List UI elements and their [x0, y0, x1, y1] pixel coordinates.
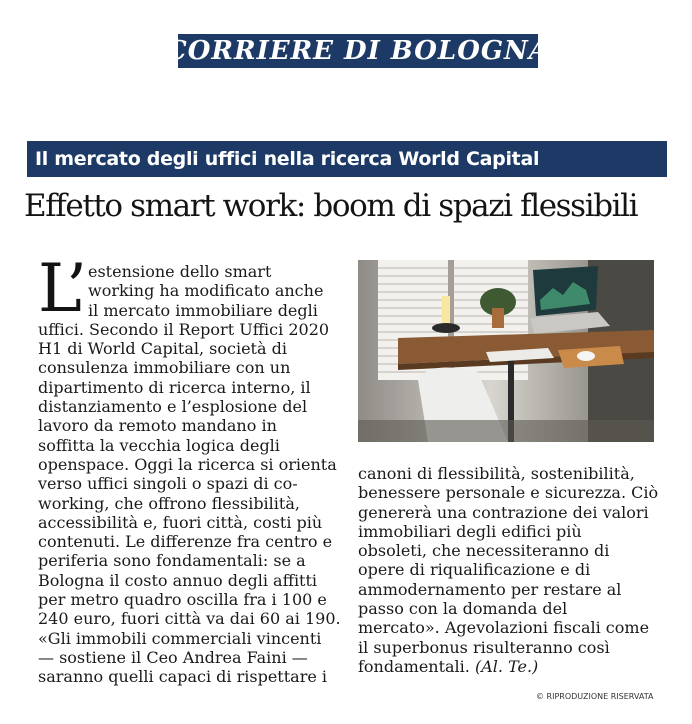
text-line: dipartimento di ricerca interno, il: [38, 377, 311, 397]
text-line: mercato». Agevolazioni fiscali come: [358, 618, 650, 638]
text-line-end: fondamentali.: [358, 656, 470, 676]
text-line: H1 di World Capital, società di: [38, 339, 287, 359]
text-line: il mercato immobiliare degli: [88, 300, 318, 320]
last-text-line: [358, 657, 658, 676]
text-line: distanziamento e l’esplosione del: [38, 397, 308, 417]
text-line: ammodernamento per restare al: [358, 579, 622, 599]
text-line: saranno quelli capaci di rispettare i: [38, 667, 328, 687]
text-line: consulenza immobiliare con un: [38, 358, 291, 378]
article-column-2: [358, 464, 658, 676]
text-line: obsoleti, che necessiteranno di: [358, 541, 610, 561]
text-line: verso uffici singoli o spazi di co-: [38, 474, 298, 494]
desk-illustration: [358, 260, 654, 442]
text-line: working, che offrono flessibilità,: [38, 493, 300, 513]
text-line: opere di riqualificazione e di: [358, 560, 591, 580]
text-line: lavoro da remoto mandano in: [38, 416, 277, 436]
masthead-title: CORRIERE DI BOLOGNA: [166, 36, 550, 66]
article-column-1: [38, 262, 341, 687]
text-line: estensione dello smart: [88, 262, 272, 281]
text-line: genererà una contrazione dei valori: [358, 502, 649, 522]
text-line: contenuti. Le differenze fra centro e: [38, 532, 333, 552]
text-line: soffitta la vecchia logica degli: [38, 435, 280, 455]
text-line: il superbonus risulteranno così: [358, 637, 610, 657]
kicker-banner: [27, 141, 667, 177]
text-line: uffici. Secondo il Report Uffici 2020: [38, 319, 330, 339]
drop-cap: L’: [38, 250, 87, 327]
office-desk-photo: [358, 260, 654, 442]
copyright-notice: © RIPRODUZIONE RISERVATA: [536, 692, 654, 701]
text-line: passo con la domanda del: [358, 599, 568, 619]
text-line: canoni di flessibilità, sostenibilità,: [358, 464, 635, 483]
text-line: Bologna il costo annuo degli affitti: [38, 570, 318, 590]
text-line: accessibilità e, fuori città, costi più: [38, 512, 323, 532]
newspaper-masthead: [166, 34, 550, 68]
text-line: benessere personale e sicurezza. Ciò: [358, 483, 659, 503]
text-line: — sostiene il Ceo Andrea Faini —: [38, 647, 308, 667]
text-line: 240 euro, fuori città va dai 60 ai 190.: [38, 609, 341, 629]
text-line: periferia sono fondamentali: se a: [38, 551, 306, 571]
text-line: «Gli immobili commerciali vincenti: [38, 628, 322, 648]
text-line: openspace. Oggi la ricerca si orienta: [38, 454, 337, 474]
text-line: immobiliari degli edifici più: [358, 521, 582, 541]
kicker-text: Il mercato degli uffici nella ricerca World Capital: [35, 148, 540, 170]
text-line: per metro quadro oscilla fra i 100 e: [38, 590, 327, 610]
author-signature: (Al. Te.): [474, 656, 539, 676]
text-line: working ha modificato anche: [88, 281, 324, 301]
article-headline: Effetto smart work: boom di spazi flessibili: [24, 188, 638, 224]
